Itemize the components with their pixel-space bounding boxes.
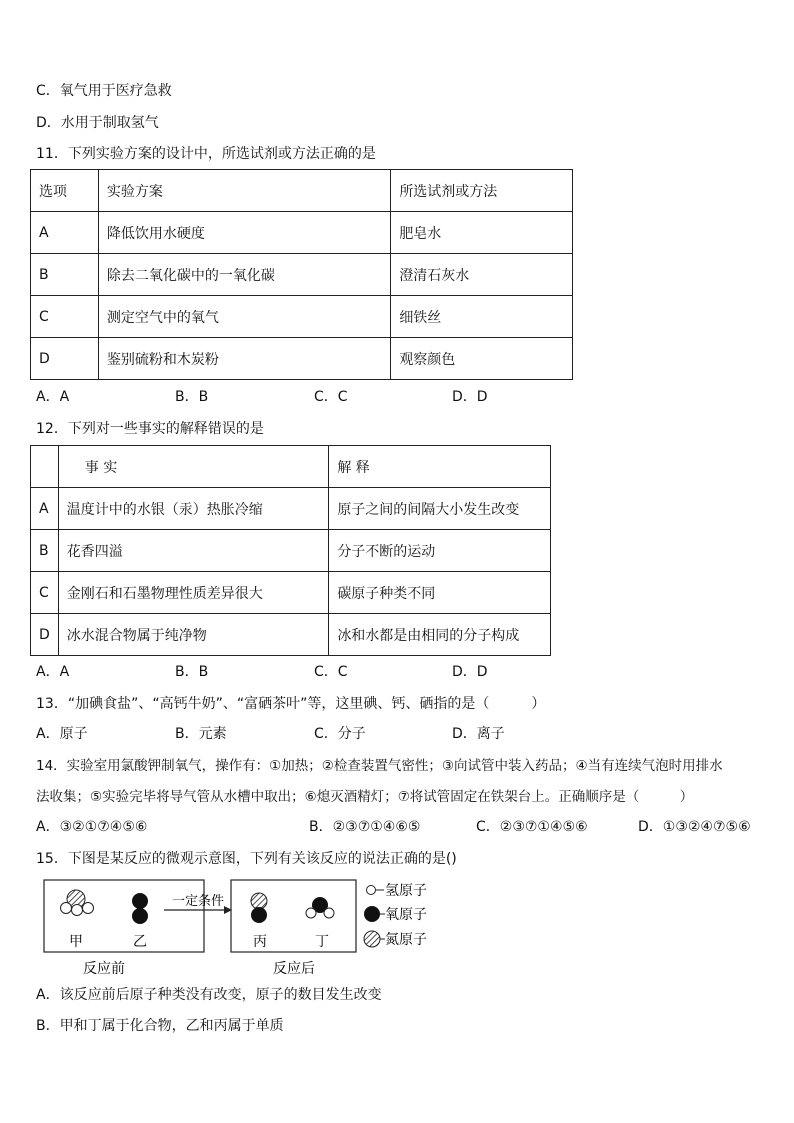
- after-box: [231, 880, 356, 952]
- label-jia: 甲: [69, 934, 83, 950]
- table-row: [31, 614, 551, 656]
- table-header-cell: 实验方案: [98, 170, 390, 212]
- table-cell: A: [31, 488, 59, 530]
- legend-hydrogen: [367, 883, 428, 899]
- table-cell: C: [31, 572, 59, 614]
- before-box: [44, 880, 204, 952]
- table-cell: 细铁丝: [391, 296, 573, 338]
- label-ding: 丁: [315, 934, 329, 950]
- legend-oxygen: [364, 906, 427, 923]
- molecule-ding: [306, 897, 334, 918]
- q11-option-b: B．B: [175, 389, 209, 405]
- q12-table: [30, 445, 551, 656]
- table-row: [31, 488, 551, 530]
- table-header-cell: 所选试剂或方法: [391, 170, 573, 212]
- q11-option-a: A．A: [36, 389, 70, 405]
- table-row: [31, 212, 573, 254]
- legend-oxygen-label: 氧原子: [385, 907, 427, 923]
- table-row: [31, 572, 551, 614]
- table-cell: A: [31, 212, 99, 254]
- q12-option-a: A．A: [36, 664, 70, 680]
- q13-option-c: C．分子: [314, 726, 366, 742]
- table-cell: 肥皂水: [391, 212, 573, 254]
- q13-option-b: B．元素: [175, 726, 227, 742]
- q14-options: [36, 817, 761, 837]
- table-cell: B: [31, 254, 99, 296]
- q15-option-b: B．甲和丁属于化合物，乙和丙属于单质: [36, 1018, 284, 1034]
- q15-option-a: A．该反应前后原子种类没有改变，原子的数目发生改变: [36, 987, 382, 1003]
- table-row: [31, 254, 573, 296]
- table-cell: 冰和水都是由相同的分子构成: [329, 614, 551, 656]
- q11-option-c: C．C: [314, 389, 348, 405]
- table-cell: 分子不断的运动: [329, 530, 551, 572]
- table-header-row: [31, 446, 551, 488]
- reaction-diagram: [40, 874, 450, 978]
- q12-option-b: B．B: [175, 664, 209, 680]
- table-cell: 降低饮用水硬度: [98, 212, 390, 254]
- table-cell: B: [31, 530, 59, 572]
- table-cell: 除去二氧化碳中的一氧化碳: [98, 254, 390, 296]
- q13-options: [36, 724, 556, 744]
- table-row: [31, 338, 573, 380]
- table-cell: 温度计中的水银（汞）热胀冷缩: [58, 488, 329, 530]
- table-row: [31, 296, 573, 338]
- molecule-yi: [132, 893, 148, 924]
- legend-nitrogen-label: 氮原子: [385, 932, 427, 948]
- q14-option-b: B．②③⑦①④⑥⑤: [309, 819, 421, 835]
- q11-options: [36, 387, 556, 407]
- q12-stem: 12．下列对一些事实的解释错误的是: [36, 421, 264, 437]
- table-cell: 花香四溢: [58, 530, 329, 572]
- table-row: [31, 530, 551, 572]
- q15-stem: 15．下图是某反应的微观示意图，下列有关该反应的说法正确的是(): [36, 851, 457, 867]
- table-cell: 澄清石灰水: [391, 254, 573, 296]
- table-header-cell: 解 释: [329, 446, 551, 488]
- q13-option-d: D．离子: [452, 726, 505, 742]
- legend-nitrogen: [364, 931, 427, 948]
- label-yi: 乙: [133, 934, 147, 950]
- table-cell: 原子之间的间隔大小发生改变: [329, 488, 551, 530]
- table-header-cell: [31, 446, 59, 488]
- q12-options: [36, 662, 556, 682]
- table-cell: 碳原子种类不同: [329, 572, 551, 614]
- table-cell: 金刚石和石墨物理性质差异很大: [58, 572, 329, 614]
- table-header-cell: 选项: [31, 170, 99, 212]
- caption-before: 反应前: [83, 961, 125, 977]
- table-header-row: [31, 170, 573, 212]
- molecule-jia: [61, 890, 94, 916]
- q12-option-d: D．D: [452, 664, 488, 680]
- q11-table: [30, 169, 573, 380]
- option-c-line: C．氧气用于医疗急救: [36, 83, 172, 99]
- table-cell: D: [31, 338, 99, 380]
- label-bing: 丙: [253, 934, 267, 950]
- table-cell: D: [31, 614, 59, 656]
- q11-stem: 11．下列实验方案的设计中，所选试剂或方法正确的是: [36, 146, 376, 162]
- q14-option-d: D．①③②④⑦⑤⑥: [638, 819, 751, 835]
- reaction-condition: 一定条件: [171, 894, 225, 909]
- caption-after: 反应后: [273, 961, 315, 977]
- table-cell: 测定空气中的氧气: [98, 296, 390, 338]
- q12-option-c: C．C: [314, 664, 348, 680]
- q14-stem-line1: 14．实验室用氯酸钾制氧气，操作有：①加热；②检查装置气密性；③向试管中装入药品；④当有连续气泡时用排水: [36, 758, 723, 774]
- legend-hydrogen-label: 氢原子: [385, 883, 427, 899]
- table-cell: C: [31, 296, 99, 338]
- table-cell: 冰水混合物属于纯净物: [58, 614, 329, 656]
- table-cell: 观察颜色: [391, 338, 573, 380]
- q13-stem: 13．“加碘食盐”、“高钙牛奶”、“富硒茶叶”等，这里碘、钙、硒指的是（ ）: [36, 696, 546, 712]
- q14-option-c: C．②③⑦①④⑤⑥: [476, 819, 588, 835]
- q14-option-a: A．③②①⑦④⑤⑥: [36, 819, 148, 835]
- table-cell: 鉴别硫粉和木炭粉: [98, 338, 390, 380]
- table-header-cell: 事 实: [58, 446, 329, 488]
- q13-option-a: A．原子: [36, 726, 88, 742]
- q11-option-d: D．D: [452, 389, 488, 405]
- q14-stem-line2: 法收集；⑤实验完毕将导气管从水槽中取出；⑥熄灭酒精灯；⑦将试管固定在铁架台上。正确顺序是（ ）: [36, 789, 694, 805]
- option-d-line: D．水用于制取氢气: [36, 115, 159, 131]
- molecule-bing: [251, 893, 267, 923]
